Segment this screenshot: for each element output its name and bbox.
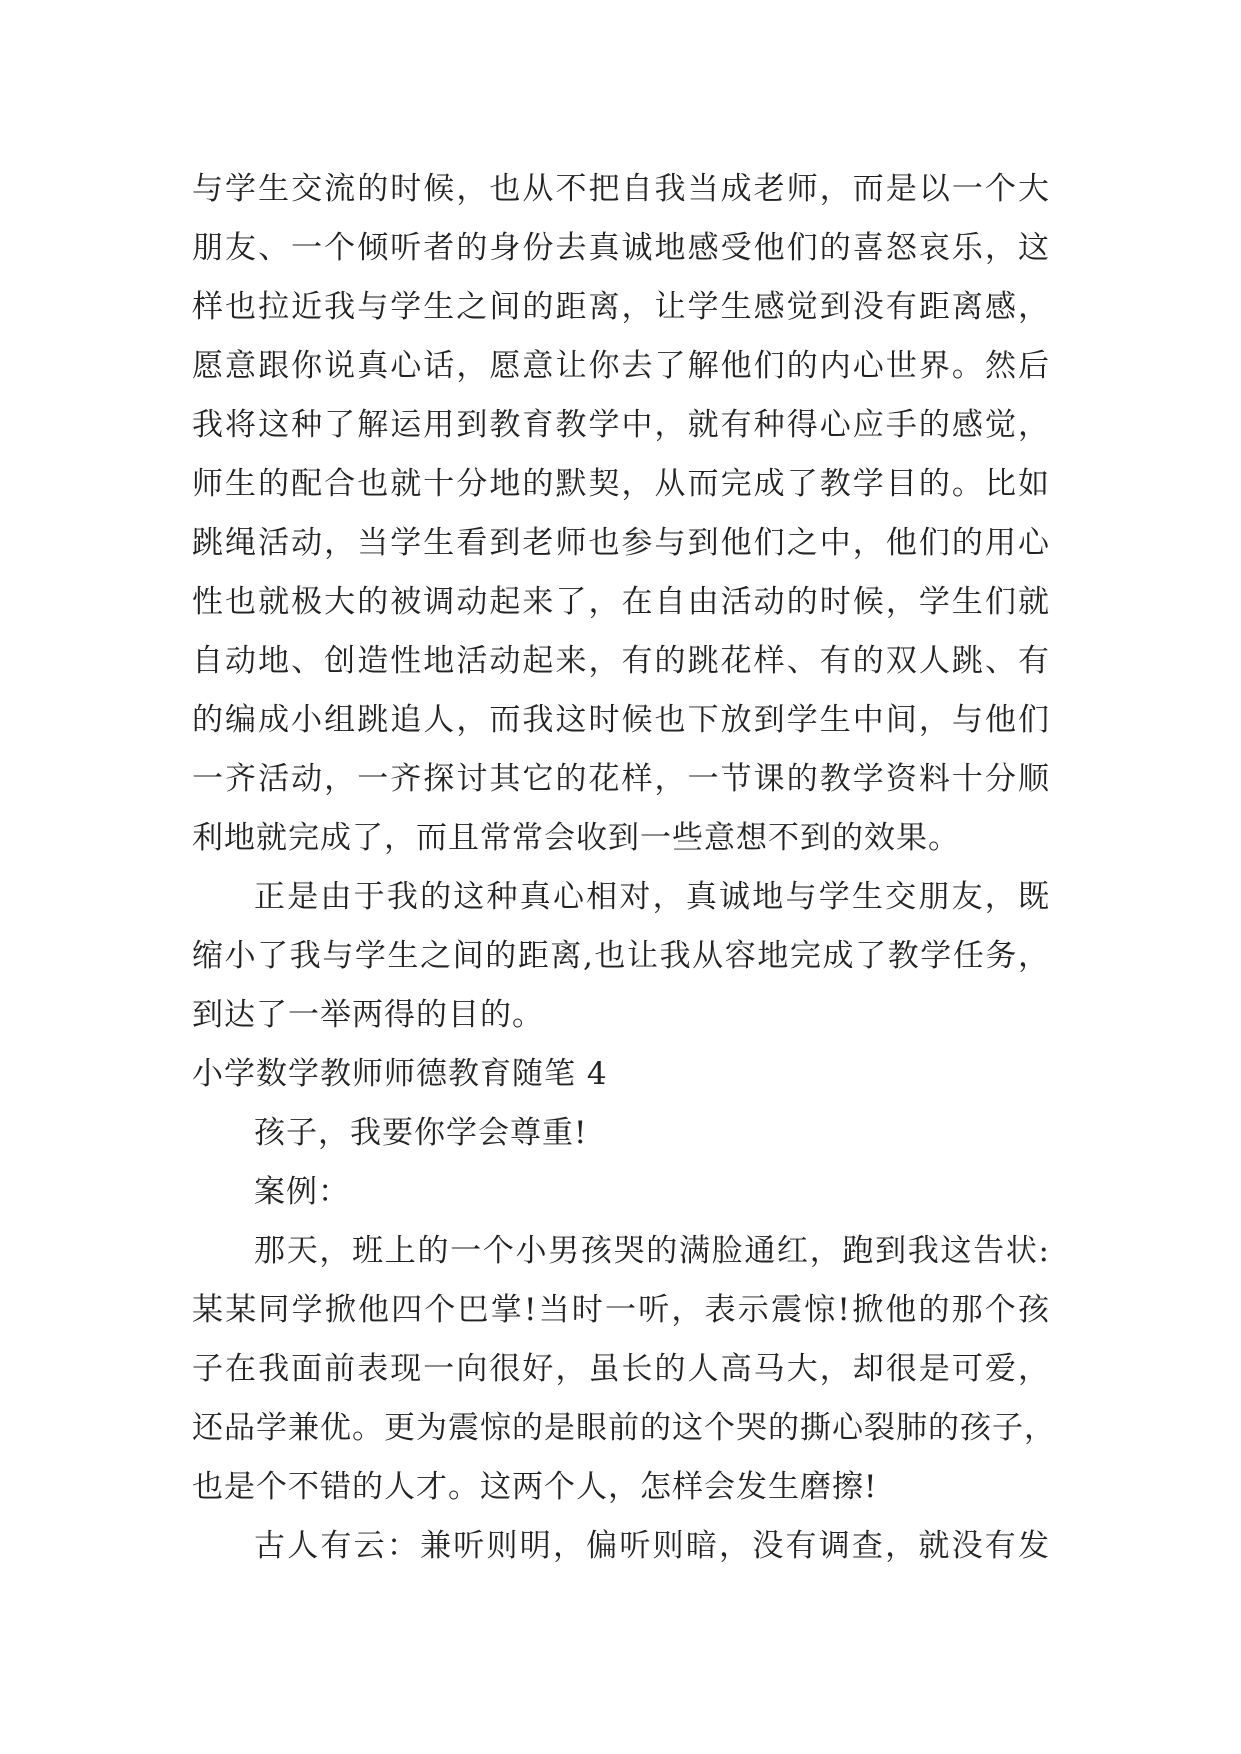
text-line: 我将这种了解运用到教育教学中，就有种得心应手的感觉，: [192, 407, 1050, 443]
text-line: 缩小了我与学生之间的距离,也让我从容地完成了教学任务，: [192, 938, 1050, 974]
text-line: 利地就完成了，而且常常会收到一些意想不到的效果。: [192, 820, 960, 856]
text-line: 子在我面前表现一向很好，虽长的人高马大，却很是可爱，: [192, 1351, 1050, 1387]
text-line: 的编成小组跳追人，而我这时候也下放到学生中间，与他们: [192, 702, 1050, 738]
text-line: 朋友、一个倾听者的身份去真诚地感受他们的喜怒哀乐，这: [192, 230, 1050, 266]
text-line: 那天，班上的一个小男孩哭的满脸通红，跑到我这告状:: [254, 1233, 1050, 1269]
text-line: 样也拉近我与学生之间的距离，让学生感觉到没有距离感，: [192, 289, 1050, 325]
text-line: 也是个不错的人才。这两个人，怎样会发生磨擦!: [192, 1469, 878, 1505]
text-line: 与学生交流的时候，也从不把自我当成老师，而是以一个大: [192, 171, 1050, 207]
text-line: 愿意跟你说真心话，愿意让你去了解他们的内心世界。然后: [192, 348, 1050, 384]
text-line: 正是由于我的这种真心相对，真诚地与学生交朋友，既: [254, 879, 1050, 915]
subtitle-line: 孩子，我要你学会尊重!: [254, 1115, 588, 1151]
document-body: [192, 160, 1056, 1576]
text-line: 古人有云：兼听则明，偏听则暗，没有调查，就没有发: [254, 1528, 1050, 1564]
case-label: 案例：: [254, 1174, 350, 1210]
text-line: 性也就极大的被调动起来了，在自由活动的时候，学生们就: [192, 584, 1050, 620]
text-line: 一齐活动，一齐探讨其它的花样，一节课的教学资料十分顺: [192, 761, 1050, 797]
text-line: 跳绳活动，当学生看到老师也参与到他们之中，他们的用心: [192, 525, 1050, 561]
section-heading: 小学数学教师师德教育随笔 4: [192, 1056, 608, 1092]
text-line: 自动地、创造性地活动起来，有的跳花样、有的双人跳、有: [192, 643, 1050, 679]
text-line: 还品学兼优。更为震惊的是眼前的这个哭的撕心裂肺的孩子，: [192, 1410, 1056, 1446]
text-line: 师生的配合也就十分地的默契，从而完成了教学目的。比如: [192, 466, 1050, 502]
text-line: 某某同学掀他四个巴掌!当时一听，表示震惊!掀他的那个孩: [192, 1292, 1050, 1328]
text-line: 到达了一举两得的目的。: [192, 997, 544, 1033]
